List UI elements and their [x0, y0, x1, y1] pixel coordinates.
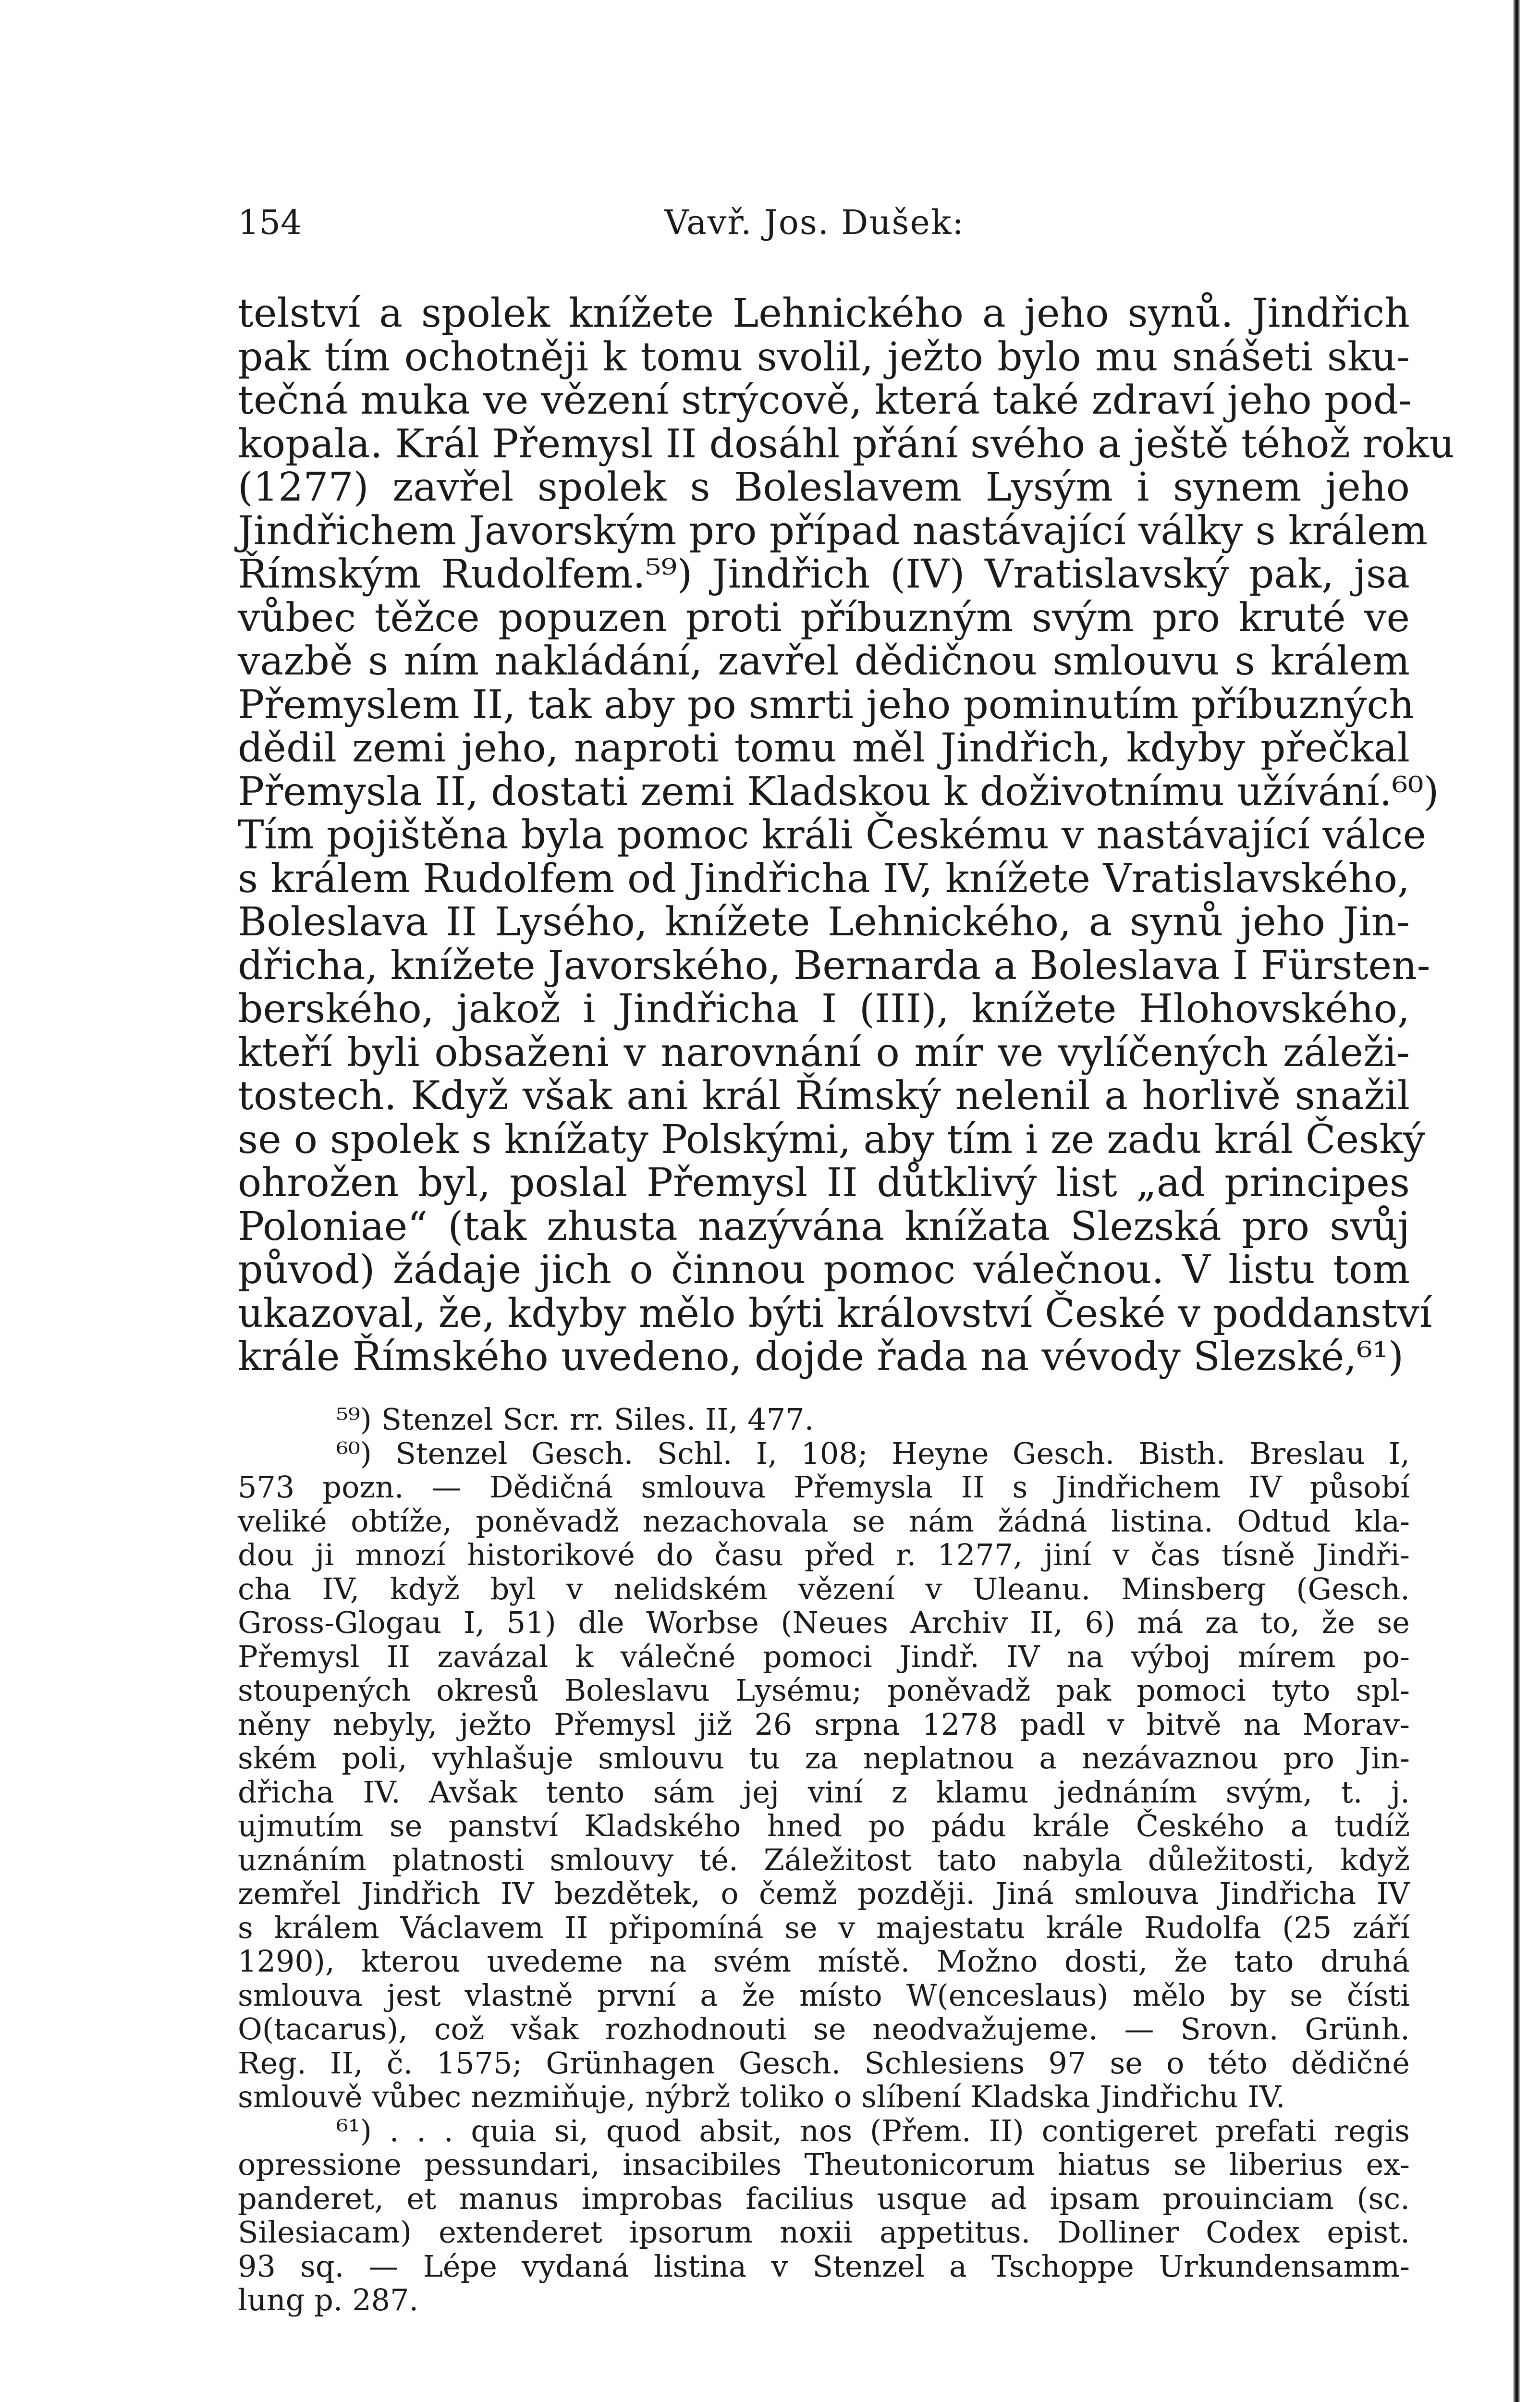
footnote-60: ⁶⁰) Stenzel Gesch. Schl. I, 108; Heyne Gesch. Bisth. Breslau I, — [336, 1435, 1410, 1471]
text-line: kteří byli obsaženi v narovnání o mír ve vylíčených záleži- — [238, 1029, 1410, 1076]
text-line: berského, jakož i Jindřicha I (III), knížete Hlohovského, — [238, 986, 1410, 1032]
running-head: Vavř. Jos. Dušek: — [664, 203, 965, 242]
footnote-line: Reg. II, č. 1575; Grünhagen Gesch. Schlesiens 97 se o této dědičné — [238, 2045, 1410, 2081]
text-line: kopala. Král Přemysl II dosáhl přání svého a ještě téhož roku — [238, 421, 1454, 467]
footnote-line: cha IV, když byl v nelidském vězení v Uleanu. Minsberg (Gesch. — [238, 1571, 1410, 1606]
text-line: krále Římského uvedeno, dojde řada na vévody Slezské,⁶¹) — [238, 1334, 1404, 1380]
page-number: 154 — [238, 203, 302, 242]
footnote-line: Gross-Glogau I, 51) dle Worbse (Neues Archiv II, 6) má za to, že se — [238, 1605, 1410, 1640]
text-line: Římským Rudolfem.⁵⁹) Jindřich (IV) Vratislavský pak, jsa — [238, 551, 1410, 597]
text-line: (1277) zavřel spolek s Boleslavem Lysým i synem jeho — [238, 465, 1410, 510]
footnote-line: zemřel Jindřich IV bezdětek, o čemž později. Jiná smlouva Jindřicha IV — [238, 1876, 1410, 1911]
footnote-line: ujmutím se panství Kladského hned po pádu krále Českého a tudíž — [238, 1808, 1410, 1843]
text-line: Tím pojištěna byla pomoc králi Českému v nastávající válce — [238, 812, 1427, 858]
footnote-line: stoupených okresů Boleslavu Lysému; poněvadž pak pomoci tyto spl- — [238, 1673, 1410, 1708]
text-line: ohrožen byl, poslal Přemysl II důtklivý list „ad principes — [238, 1160, 1410, 1206]
footnote-59: ⁵⁹) Stenzel Scr. rr. Siles. II, 477. — [336, 1402, 814, 1437]
text-line: dřicha, knížete Javorského, Bernarda a Boleslava I Fürsten- — [238, 943, 1430, 989]
text-line: Přemyslem II, tak aby po smrti jeho pominutím příbuzných — [238, 682, 1415, 728]
footnote-line: dřicha IV. Avšak tento sám jej viní z klamu jednáním svým, t. j. — [238, 1774, 1410, 1810]
footnote-61: ⁶¹) . . . quia si, quod absit, nos (Přem. II) contigeret prefati regis — [336, 2113, 1410, 2148]
footnote-line: 93 sq. — Lépe vydaná listina v Stenzel a Tschoppe Urkundensamm- — [238, 2248, 1410, 2284]
footnote-line: dou ji mnozí historikové do času před r. 1277, jiní v čas tísně Jindři- — [238, 1537, 1410, 1572]
text-line: s králem Rudolfem od Jindřicha IV, knížete Vratislavského, — [238, 856, 1410, 902]
text-line: vůbec těžce popuzen proti příbuzným svým pro kruté ve — [238, 595, 1410, 641]
page-header — [238, 196, 1410, 249]
footnote-line: smlouva jest vlastně první a že místo W(enceslaus) mělo by se čísti — [238, 1977, 1410, 2013]
footnote-line: něny nebyly, ježto Přemysl již 26 srpna 1278 padl v bitvě na Morav- — [238, 1706, 1410, 1742]
footnote-line: s králem Václavem II připomíná se v majestatu krále Rudolfa (25 září — [238, 1910, 1410, 1945]
footnote-line: 573 pozn. — Dědičná smlouva Přemysla II s Jindřichem IV působí — [238, 1470, 1410, 1505]
footnote-line: lung p. 287. — [238, 2282, 419, 2317]
text-line: pak tím ochotněji k tomu svolil, ježto bylo mu snášeti sku- — [238, 334, 1410, 380]
text-line: tostech. Když však ani král Římský nelenil a horlivě snažil — [238, 1073, 1410, 1119]
text-line: ukazoval, že, kdyby mělo býti království České v poddanství — [238, 1290, 1432, 1336]
footnote-line: Silesiacam) extenderet ipsorum noxii appetitus. Dolliner Codex epist. — [238, 2215, 1410, 2250]
text-line: Boleslava II Lysého, knížete Lehnického, a synů jeho Jin- — [238, 899, 1410, 945]
footnote-line: O(tacarus), což však rozhodnouti se neodvažujeme. — Srovn. Grünh. — [238, 2011, 1410, 2047]
text-line: Jindřichem Javorským pro případ nastávající války s králem — [238, 508, 1428, 554]
footnote-line: smlouvě vůbec nezmiňuje, nýbrž toliko o slíbení Kladska Jindřichu IV. — [238, 2079, 1285, 2114]
footnote-line: uznáním platnosti smlouvy té. Záležitost tato nabyla důležitosti, když — [238, 1842, 1410, 1877]
text-line: dědil zemi jeho, naproti tomu měl Jindřich, kdyby přečkal — [238, 725, 1410, 771]
main-text — [238, 291, 1454, 1380]
footnote-line: ském poli, vyhlašuje smlouvu tu za neplatnou a nezávaznou pro Jin- — [238, 1740, 1410, 1776]
footnote-line: Přemysl II zavázal k válečné pomoci Jindř. IV na výboj mírem po- — [238, 1639, 1410, 1674]
text-line: vazbě s ním nakládání, zavřel dědičnou smlouvu s králem — [238, 638, 1410, 684]
text-line: telství a spolek knížete Lehnického a jeho synů. Jindřich — [238, 291, 1410, 336]
footnote-line: veliké obtíže, poněvadž nezachovala se nám žádná listina. Odtud kla- — [238, 1503, 1410, 1539]
text-line: se o spolek s knížaty Polskými, aby tím i ze zadu král Český — [238, 1116, 1426, 1163]
text-line: tečná muka ve vězení strýcově, která také zdraví jeho pod- — [238, 378, 1412, 423]
page-edge-scan-border — [1513, 0, 1520, 2402]
footnotes — [238, 1403, 1410, 2317]
footnote-line: opressione pessundari, insacibiles Theutonicorum hiatus se liberius ex- — [238, 2147, 1410, 2182]
text-line: původ) žádaje jich o činnou pomoc válečnou. V listu tom — [238, 1247, 1410, 1293]
text-line: Poloniae“ (tak zhusta nazývána knížata Slezská pro svůj — [238, 1203, 1410, 1250]
text-line: Přemysla II, dostati zemi Kladskou k doživotnímu užívání.⁶⁰) — [238, 769, 1439, 815]
footnote-line: panderet, et manus improbas facilius usque ad ipsam prouinciam (sc. — [238, 2181, 1410, 2216]
footnote-line: 1290), kterou uvedeme na svém místě. Možno dosti, že tato druhá — [238, 1944, 1410, 1979]
